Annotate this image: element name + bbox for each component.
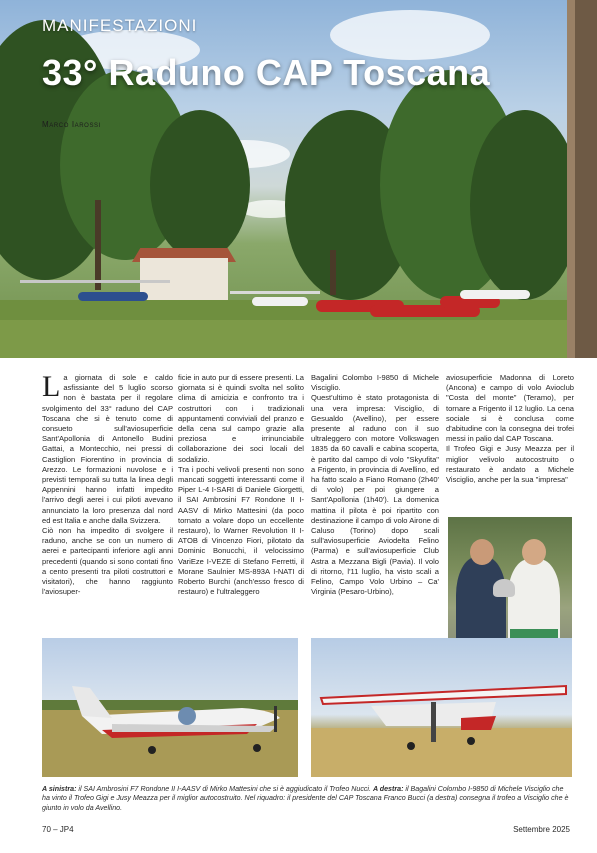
text-column-4 — [446, 373, 574, 515]
aircraft-ultralight-illustration — [311, 638, 572, 777]
author-byline: Marco Iarossi — [42, 120, 101, 129]
paragraph: Il Trofeo Gigi e Jusy Meazza per il miglior velivolo autocostruito o restaurato è andato a Michele Visciglio, anche per la sua "impresa" — [446, 444, 574, 485]
caption-left-text: il SAI Ambrosini F7 Rondone II I-AASV di Mirko Mattesini che si è aggiudicato il Trofeo Nucci. — [78, 785, 371, 793]
paragraph: a giornata di sole e caldo asfissiante del 5 luglio scorso non è bastata per il regolare svolgimento del 33° raduno del CAP Toscana che si è tenuto come di consueto sull'aviosuperficie Sant'Apollonia di Antonello Budini Gattai, a Montecchio, nei pressi di Castiglion Fiorentino in provincia di Arezzo. Le formazioni nuvolose e i previsti temporali su tutta la linea degli Appennini hanno infatti impedito l'arrivo degli aerei i cui piloti avevano annunciato la loro presenza dal nord ed est Italia e anche dalla Svizzera. — [42, 373, 173, 525]
paragraph: Bagalini Colombo I-9850 di Michele Visciglio. — [311, 373, 439, 393]
paragraph: Quest'ultimo è stato protagonista di una vera impresa: Visciglio, di Gesualdo (Avellino), per essere presente al raduno con il suo ultraleggero con motore Volkswagen 1835 da 60 cavalli e cabina scoperta, è partito dal campo di volo "Skyufita" a Frigento, in provincia di Avellino, ed ha fatto scalo a Fiano Romano (2h40' di volo) per poi giungere a Sant'Apollonia (1h40'). La domenica mattina il pilota è poi ripartito con destinazione il campo di volo Airone di Caluso (Torino) dopo scali sull'aviosuperficie Aviodelta Felino (Parma) e sull'aviosuperficie Club Astra a Mezzana Bigli (Pavia). Il volo di ritorno, l'11 luglio, ha visto scali a Felino, Campo Volo Urbino – Ca' Virginia (Pesaro-Urbino), — [311, 393, 439, 597]
caption-right-text: il Bagalini Colombo I-9850 di Michele Visciglio che ha vinto il Trofeo Gigi e Jusy Meazza per il miglior autocostruito. — [42, 785, 564, 803]
text-column-2 — [178, 373, 304, 597]
page-number: 70 – JP4 — [42, 825, 74, 834]
paragraph: aviosuperficie Madonna di Loreto (Ancona) e campo di volo Avioclub "Costa del monte" (Teramo), per tornare a Frigento il 12 luglio. La cena sociale si è conclusa come d'abitudine con la consegna dei trofei messi in palio dal CAP Toscana. — [446, 373, 574, 444]
paragraph: ficie in auto pur di essere presenti. La giornata si è quindi svolta nel solito clima di amicizia e confronto tra i costruttori con i tradizionali appuntamenti conviviali del pranzo e della cena sul campo grazie alla preziosa e irrinunciabile collaborazione dei soci locali del sodalizio. — [178, 373, 304, 464]
caption-right-label: A destra: — [372, 785, 404, 793]
section-label: MANIFESTAZIONI — [42, 16, 198, 35]
aircraft-red-white-illustration — [42, 638, 298, 777]
article-title: 33° Raduno CAP Toscana — [42, 52, 491, 93]
photo-sai-ambrosini — [42, 638, 298, 777]
caption-left-label: A sinistra: — [42, 785, 77, 793]
photo-caption — [42, 785, 572, 813]
photo-bagalini-colombo — [311, 638, 572, 777]
text-column-3 — [311, 373, 439, 597]
inset-photo-trophy — [448, 517, 572, 647]
caption-inset-text: il presidente del CAP Toscana Franco Bucci (a destra) consegna il trofeo a Visciglio che è giunto in volo da Avellino. — [42, 794, 569, 812]
paragraph: Tra i pochi velivoli presenti non sono mancati soggetti interessanti come il Piper L-4 I-SARI di Daniele Giorgetti, il SAI Ambrosini F7 Rondone II I-AASV di Mirko Mattesini (da poco tornato a volare dopo un eccellente restauro), lo Warner Revolution II I-ATOB di Vincenzo Fiori, pilotato da Dominic Bonucchi, il velocissimo VariEze I-VEZE di Stefano Ferretti, il Morane Saulnier MS-893A I-NATI di Roberto Burchi (anch'esso fresco di restauro) e l'ultraleggero — [178, 464, 304, 597]
issue-date: Settembre 2025 — [513, 825, 570, 834]
caption-inset-label: Nel riquadro: — [244, 794, 286, 803]
text-column-1 — [42, 370, 173, 597]
paragraph: Ciò non ha impedito di svolgere il raduno, anche se con un numero di aerei e partecipanti inferiore agli anni precedenti (quando si sono contati fino a cento presenti tra piloti costruttori e visitatori), che hanno raggiunto l'aviosuper- — [42, 526, 173, 597]
drop-cap: L — [42, 370, 61, 403]
